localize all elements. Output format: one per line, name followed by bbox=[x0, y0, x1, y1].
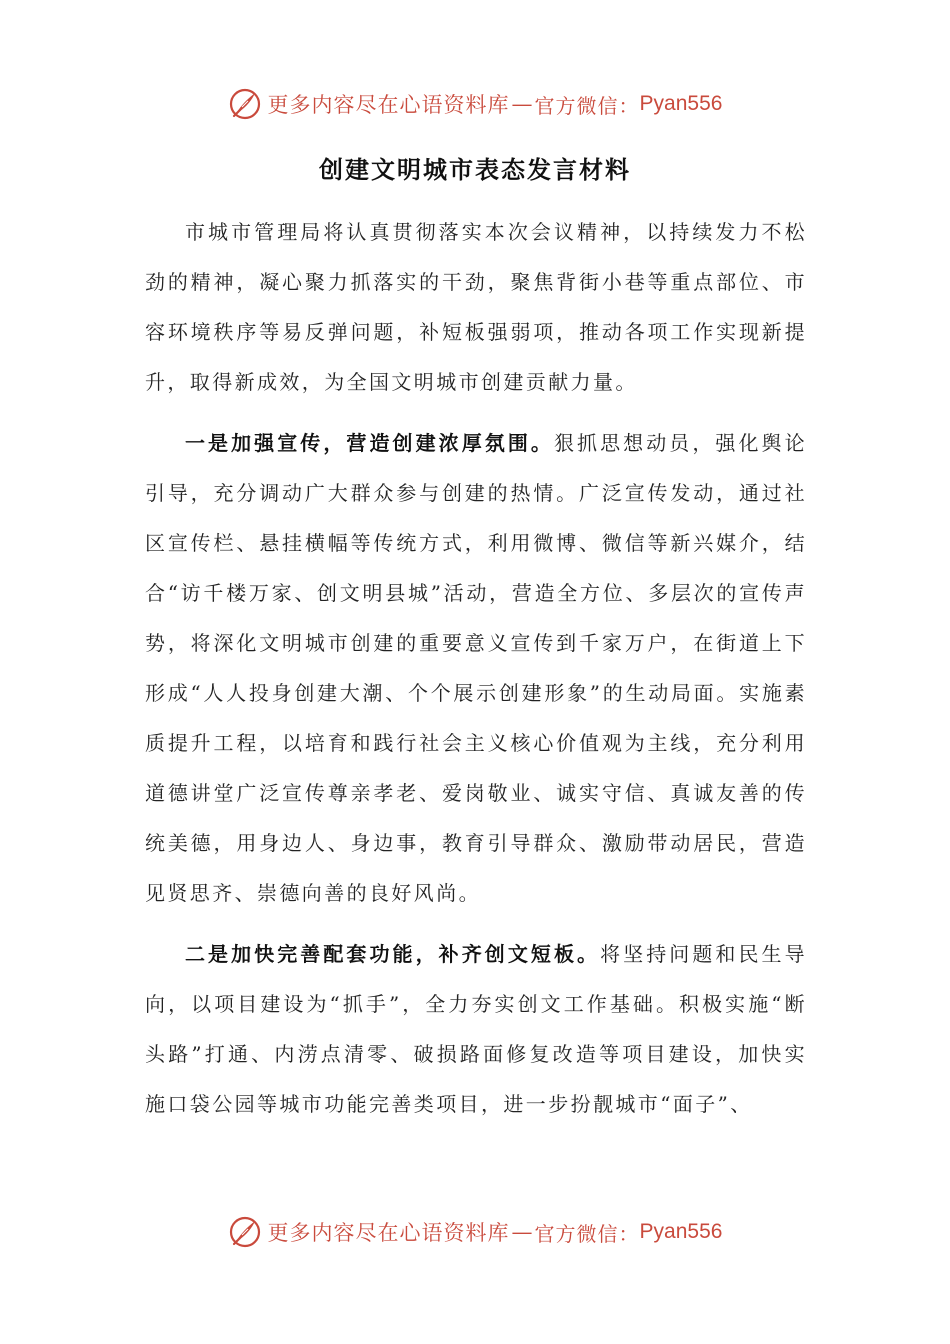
wechat-label: 官方微信： bbox=[534, 1221, 640, 1246]
paragraph-body: 市城市管理局将认真贯彻落实本次会议精神，以持续发力不松劲的精神，凝心聚力抓落实的干劲，聚焦背街小巷等重点部位、市容环境秩序等易反弹问题，补短板强弱项，推动各项工作实现新提升，取得新成效，为全国文明城市创建贡献力量。 bbox=[145, 220, 807, 394]
paragraph-body: 狠抓思想动员，强化舆论引导，充分调动广大群众参与创建的热情。广泛宣传发动，通过社区宣传栏、悬挂横幅等传统方式，利用微博、微信等新兴媒介，结合“访千楼万家、创文明县城”活动，营造全方位、多层次的宣传声势，将深化文明城市创建的重要意义宣传到千家万户，在街道上下形成“人人投身创建大潮、个个展示创建形象”的生动局面。实施素质提升工程，以培育和践行社会主义核心价值观为主线，充分利用道德讲堂广泛宣传尊亲孝老、爱岗敬业、诚实守信、真诚友善的传统美德，用身边人、身边事，教育引导群众、激励带动居民，营造见贤思齐、崇德向善的良好风尚。 bbox=[145, 431, 807, 905]
wechat-id: Pyan556 bbox=[639, 1220, 723, 1243]
quill-pen-logo-icon bbox=[228, 87, 262, 121]
watermark-text: 更多内容尽在心语资料库 bbox=[267, 1221, 510, 1245]
paragraph-intro bbox=[145, 207, 807, 407]
wechat-id: Pyan556 bbox=[639, 92, 723, 115]
quill-pen-logo-icon bbox=[228, 1215, 262, 1249]
paragraph-point-two bbox=[145, 929, 807, 1129]
wechat-label: 官方微信： bbox=[534, 93, 640, 118]
document-body bbox=[145, 207, 807, 1129]
header-watermark bbox=[0, 82, 950, 126]
watermark-separator: — bbox=[511, 1220, 533, 1244]
watermark-text: 更多内容尽在心语资料库 bbox=[267, 93, 510, 117]
footer-watermark bbox=[0, 1210, 950, 1254]
paragraph-body: 将坚持问题和民生导向，以项目建设为“抓手”，全力夯实创文工作基础。积极实施“断头路”打通、内涝点清零、破损路面修复改造等项目建设，加快实施口袋公园等城市功能完善类项目，进一步扮靓城市“面子”、 bbox=[145, 942, 807, 1116]
watermark-separator: — bbox=[511, 92, 533, 116]
paragraph-lead: 二是加快完善配套功能，补齐创文短板。 bbox=[185, 942, 601, 966]
paragraph-point-one bbox=[145, 418, 807, 918]
document-title: 创建文明城市表态发言材料 bbox=[319, 155, 631, 184]
paragraph-lead: 一是加强宣传，营造创建浓厚氛围。 bbox=[185, 431, 554, 455]
